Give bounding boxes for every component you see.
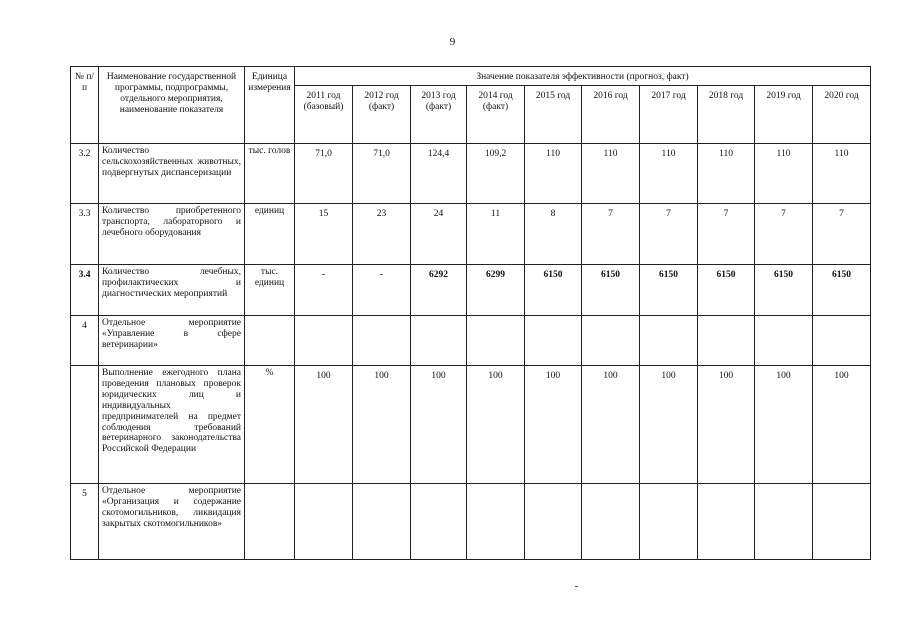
value-cell: [295, 483, 353, 559]
value-cell: 110: [755, 143, 813, 203]
row-name: Выполнение ежегодного плана проведения плановых проверок юридических лиц и индивидуальных предпринимателей на предмет соблюдения требований ветеринарного законодательства Российской Федерации: [99, 365, 245, 483]
row-num: 4: [71, 315, 99, 365]
value-cell: 8: [525, 203, 582, 264]
value-cell: [582, 315, 640, 365]
value-cell: [698, 315, 755, 365]
value-cell: 100: [640, 365, 698, 483]
row-name: Количество лечебных, профилактических и диагностических мероприятий: [99, 264, 245, 315]
table-row: [71, 264, 871, 315]
value-cell: 7: [640, 203, 698, 264]
value-cell: 100: [353, 365, 411, 483]
row-num: 3.4: [71, 264, 99, 315]
value-cell: 100: [525, 365, 582, 483]
value-cell: -: [295, 264, 353, 315]
row-name: Отдельное мероприятие «Управление в сфере ветеринарии»: [99, 315, 245, 365]
header-year: 2016 год: [582, 85, 640, 143]
value-cell: 110: [582, 143, 640, 203]
value-cell: 6150: [582, 264, 640, 315]
indicators-table: [70, 66, 871, 560]
value-cell: 7: [755, 203, 813, 264]
value-cell: [640, 483, 698, 559]
value-cell: [640, 315, 698, 365]
row-unit: тыс. голов: [245, 143, 295, 203]
value-cell: 6150: [640, 264, 698, 315]
row-unit: [245, 315, 295, 365]
value-cell: [582, 483, 640, 559]
value-cell: 110: [813, 143, 871, 203]
value-cell: [698, 483, 755, 559]
page-number: 9: [449, 36, 456, 48]
value-cell: [813, 483, 871, 559]
header-year: 2012 год (факт): [353, 85, 411, 143]
value-cell: 6299: [467, 264, 525, 315]
header-name: Наименование государственной программы, подпрограммы, отдельного мероприятия, наименование показателя: [99, 67, 245, 144]
table-row: [71, 143, 871, 203]
header-num: № п/п: [71, 67, 99, 144]
value-cell: 71,0: [295, 143, 353, 203]
value-cell: 100: [813, 365, 871, 483]
table-row: [71, 365, 871, 483]
value-cell: 100: [467, 365, 525, 483]
value-cell: 15: [295, 203, 353, 264]
value-cell: [467, 483, 525, 559]
value-cell: [295, 315, 353, 365]
row-unit: тыс. единиц: [245, 264, 295, 315]
table-row: [71, 483, 871, 559]
value-cell: 7: [698, 203, 755, 264]
header-unit: Единица измерения: [245, 67, 295, 144]
header-values-group: Значение показателя эффективности (прогноз, факт): [295, 67, 871, 86]
table-row: [71, 315, 871, 365]
value-cell: 110: [525, 143, 582, 203]
value-cell: 109,2: [467, 143, 525, 203]
value-cell: 124,4: [411, 143, 467, 203]
value-cell: 100: [411, 365, 467, 483]
row-num: 5: [71, 483, 99, 559]
value-cell: [813, 315, 871, 365]
value-cell: 100: [698, 365, 755, 483]
value-cell: [467, 315, 525, 365]
value-cell: 6150: [698, 264, 755, 315]
value-cell: [353, 483, 411, 559]
row-name: Количество приобретенного транспорта, лабораторного и лечебного оборудования: [99, 203, 245, 264]
header-year: 2013 год (факт): [411, 85, 467, 143]
scan-speck: [575, 586, 578, 587]
value-cell: [525, 483, 582, 559]
header-year: 2019 год: [755, 85, 813, 143]
value-cell: 23: [353, 203, 411, 264]
value-cell: 110: [698, 143, 755, 203]
value-cell: [525, 315, 582, 365]
header-year: 2014 год (факт): [467, 85, 525, 143]
header-year: 2011 год (базовый): [295, 85, 353, 143]
value-cell: 100: [295, 365, 353, 483]
row-num: 3.2: [71, 143, 99, 203]
value-cell: 6150: [525, 264, 582, 315]
value-cell: 11: [467, 203, 525, 264]
value-cell: [755, 315, 813, 365]
header-year: 2018 год: [698, 85, 755, 143]
value-cell: 100: [582, 365, 640, 483]
value-cell: [755, 483, 813, 559]
value-cell: [353, 315, 411, 365]
value-cell: [411, 315, 467, 365]
header-year: 2020 год: [813, 85, 871, 143]
header-year: 2017 год: [640, 85, 698, 143]
row-name: Количество сельскохозяйственных животных, подвергнутых диспансеризации: [99, 143, 245, 203]
value-cell: 71,0: [353, 143, 411, 203]
row-num: [71, 365, 99, 483]
value-cell: -: [353, 264, 411, 315]
header-year: 2015 год: [525, 85, 582, 143]
value-cell: [411, 483, 467, 559]
value-cell: 24: [411, 203, 467, 264]
value-cell: 7: [813, 203, 871, 264]
value-cell: 6150: [755, 264, 813, 315]
row-unit: %: [245, 365, 295, 483]
value-cell: 6292: [411, 264, 467, 315]
row-unit: [245, 483, 295, 559]
table-row: [71, 203, 871, 264]
value-cell: 7: [582, 203, 640, 264]
value-cell: 6150: [813, 264, 871, 315]
row-num: 3.3: [71, 203, 99, 264]
value-cell: 110: [640, 143, 698, 203]
row-name: Отдельное мероприятие «Организация и содержание скотомогильников, ликвидация закрытых скотомогильников»: [99, 483, 245, 559]
row-unit: единиц: [245, 203, 295, 264]
value-cell: 100: [755, 365, 813, 483]
